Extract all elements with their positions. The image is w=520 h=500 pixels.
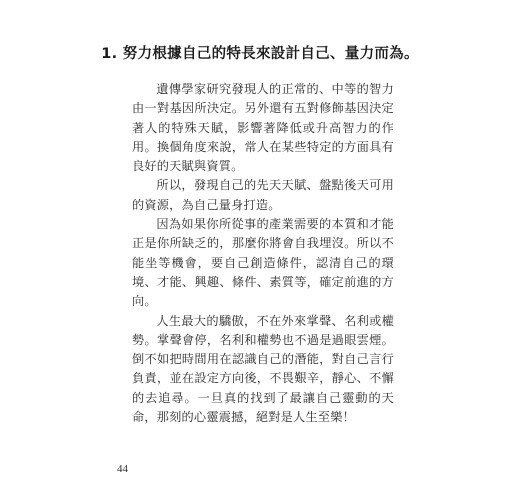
page-number: 44 <box>117 463 128 475</box>
paragraph: 遺傳學家研究發現人的正常的、中等的智力由一對基因所決定。另外還有五對修飾基因決定著人的特殊天賦，影響著降低或升高智力的作用。換個角度來說，常人在某些特定的方面具有良好的天賦與資質。 <box>132 82 394 174</box>
body-text <box>132 80 394 427</box>
paragraph: 所以，發現自己的先天天賦、盤點後天可用的資源，為自己量身打造。 <box>132 178 394 212</box>
section-heading: 1. 努力根據自己的特長來設計自己、量力而為。 <box>101 46 419 62</box>
paragraph: 因為如果你所從事的產業需要的本質和才能正是你所缺乏的，那麼你將會自我埋沒。所以不能坐等機會，要自己創造條件，認清自己的環境、才能、興趣、條件、素質等，確定前進的方向。 <box>132 217 394 309</box>
paragraph: 人生最大的驕傲，不在外來掌聲、名利或權勢。掌聲會停，名利和權勢也不過是過眼雲煙。倒不如把時間用在認識自己的潛能，對自己言行負責，並在設定方向後，不畏艱辛，靜心、不懈的去追尋。一旦真的找到了最讓自己靈動的天命，那刻的心靈震撼，絕對是人生至樂！ <box>132 313 394 425</box>
